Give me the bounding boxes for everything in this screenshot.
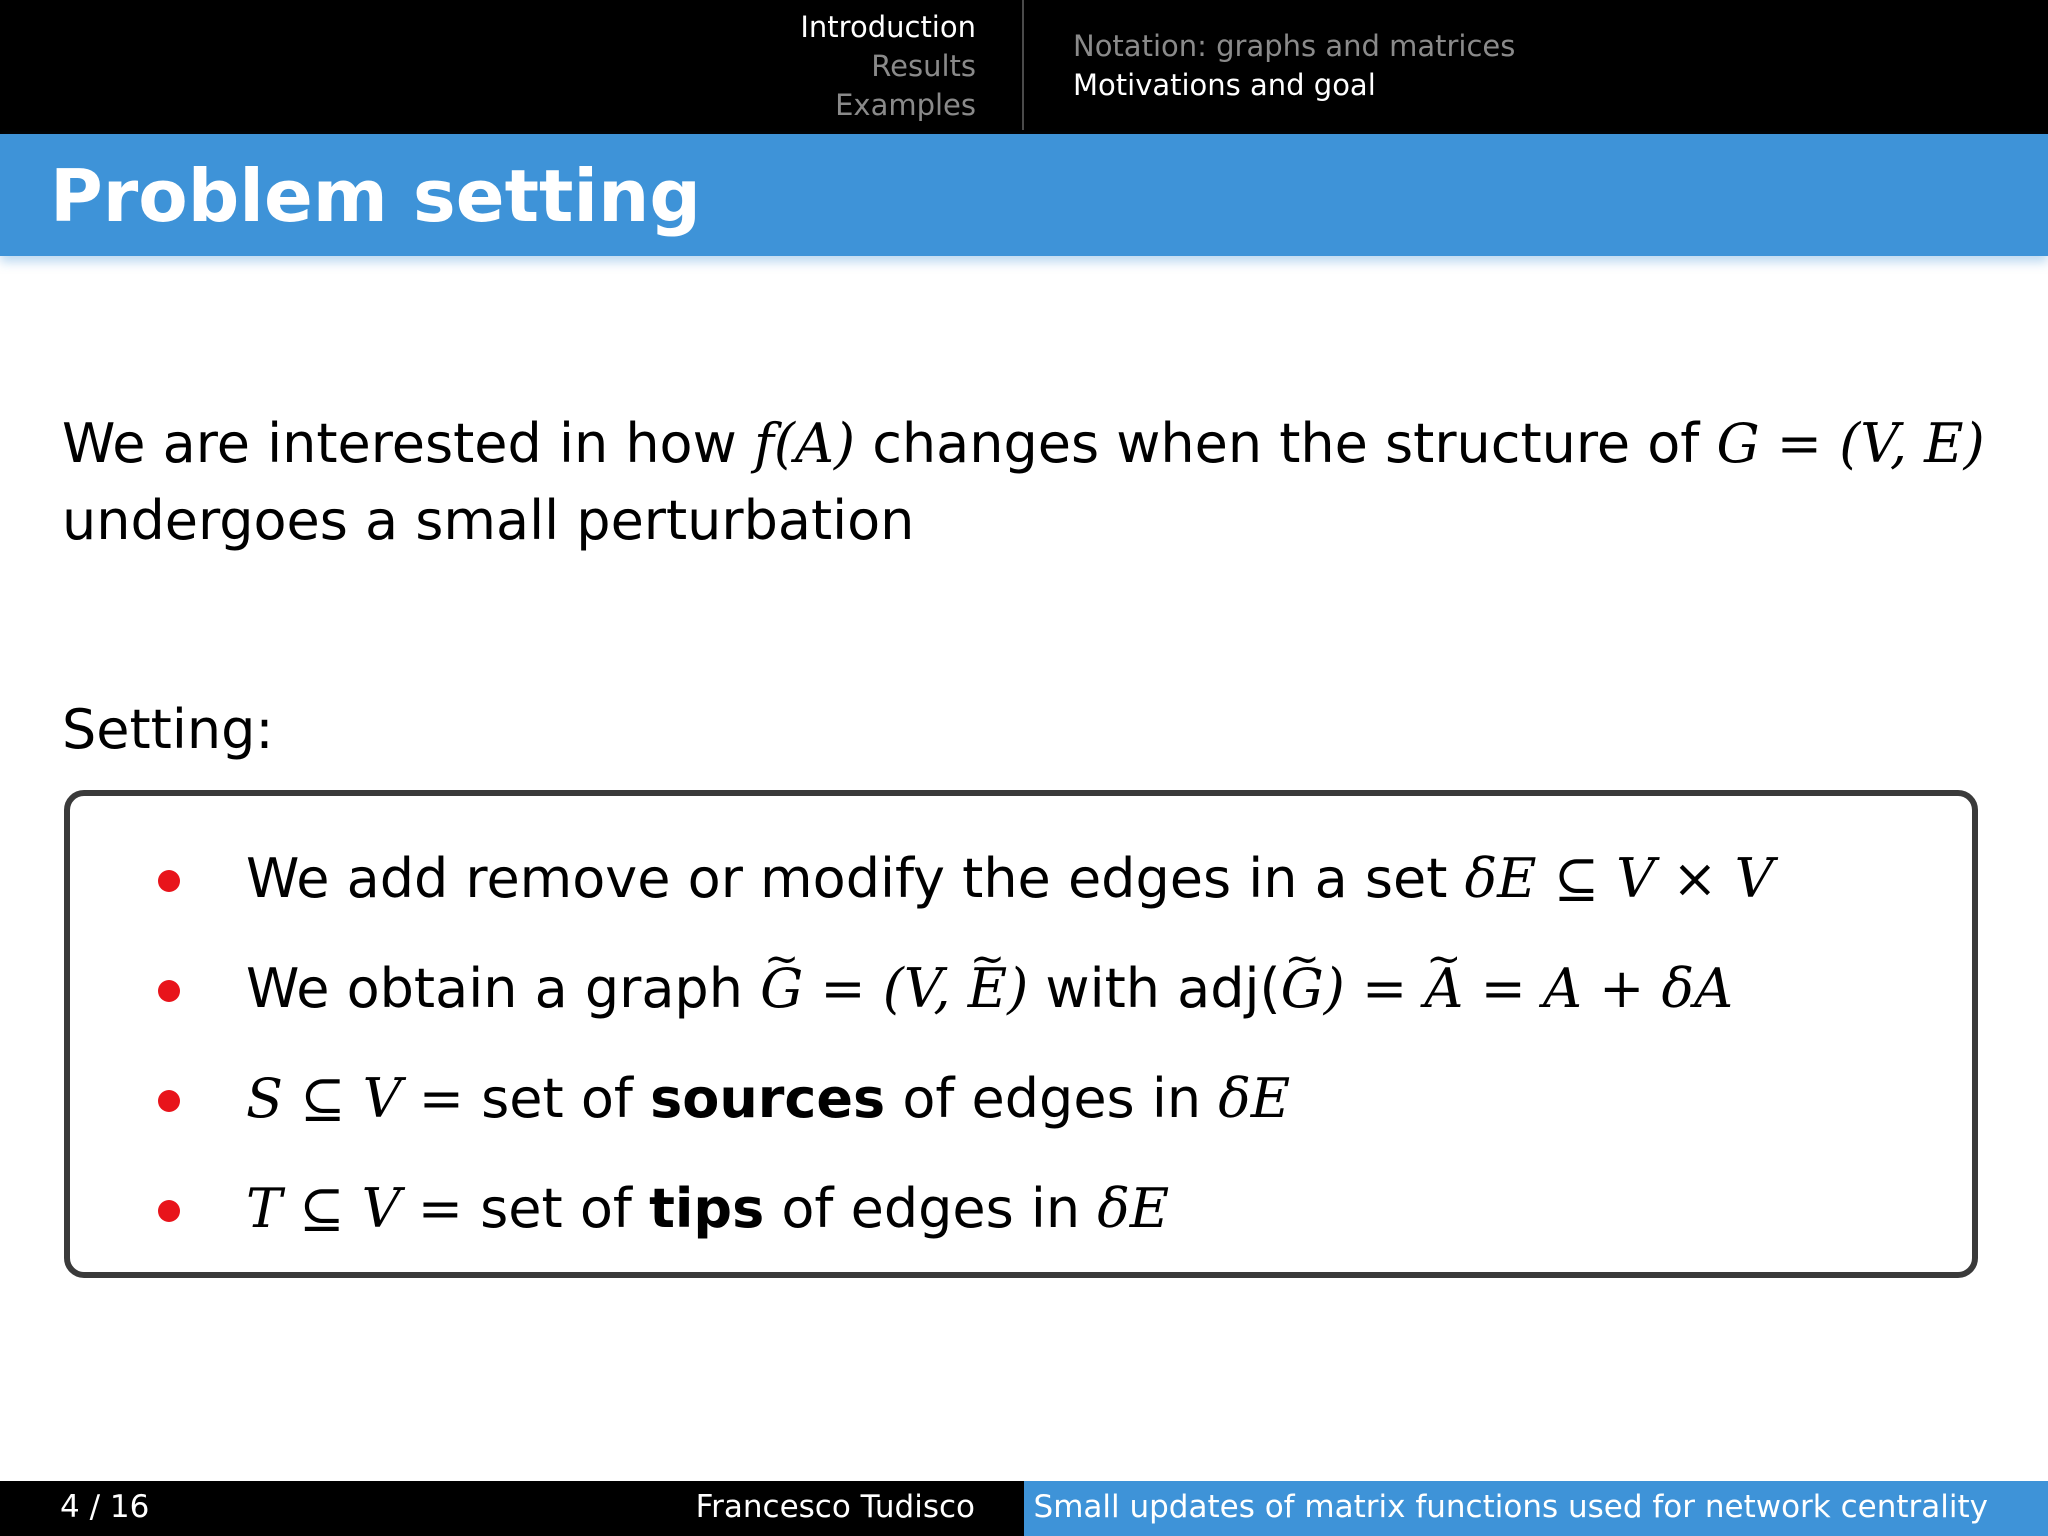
bullet-text [246, 836, 1774, 922]
bullet-dot-icon [158, 1200, 180, 1222]
nav-divider [1022, 0, 1024, 130]
setting-box [64, 790, 1978, 1278]
slide-title: Problem setting [50, 154, 701, 238]
bullet-bold-term: sources [650, 1067, 886, 1130]
list-item [70, 1166, 1972, 1276]
nav-subsection-notation[interactable]: Notation: graphs and matrices [1073, 29, 1516, 63]
bullet-list [70, 836, 1972, 1276]
bullet-math: ~ G [760, 946, 803, 1032]
intro-text-line2: undergoes a small perturbation [62, 489, 915, 552]
bullet-math: T ⊆ V = [246, 1177, 481, 1240]
intro-math-graph: G = (V, E) [1716, 412, 1985, 475]
presentation-title: Small updates of matrix functions used for network centrality [1033, 1489, 1988, 1525]
bullet-text [246, 946, 1733, 1032]
bullet-bold-term: tips [649, 1177, 765, 1240]
subsection-list [1073, 27, 1515, 105]
top-navigation-bar [0, 0, 2048, 134]
bullet-math: = (V, [803, 957, 968, 1020]
title-bar [0, 134, 2048, 256]
author-name: Francesco Tudisco [695, 1489, 975, 1525]
setting-label: Setting: [62, 698, 274, 761]
intro-text: We are interested in how [62, 412, 754, 475]
bullet-words: of edges in [885, 1067, 1219, 1130]
bullet-dot-icon [158, 870, 180, 892]
bullet-math: ) [1007, 957, 1029, 1020]
bullet-words: of edges in [764, 1177, 1098, 1240]
nav-section-results[interactable]: Results [871, 49, 976, 83]
bullet-text [246, 1166, 1169, 1252]
bullet-words: set of [481, 1067, 651, 1130]
list-item [70, 836, 1972, 946]
bullet-dot-icon [158, 1090, 180, 1112]
bullet-text [246, 1056, 1290, 1142]
list-item [70, 946, 1972, 1056]
bullet-dot-icon [158, 980, 180, 1002]
bullet-math: δE [1097, 1177, 1170, 1240]
footer-right-panel [1024, 1481, 2048, 1536]
bullet-words: with adj( [1028, 957, 1281, 1020]
bullet-math: δE [1218, 1067, 1291, 1130]
bullet-math: ~ A [1424, 946, 1463, 1032]
intro-text: changes when the structure of [855, 412, 1717, 475]
bullet-math: ~ E [968, 946, 1007, 1032]
bullet-math: δE ⊆ V × V [1464, 847, 1774, 910]
bullet-words: We obtain a graph [246, 957, 761, 1020]
section-list [800, 8, 976, 125]
bullet-words: set of [480, 1177, 650, 1240]
nav-subsection-motivations[interactable]: Motivations and goal [1073, 68, 1376, 102]
bullet-words: We add remove or modify the edges in a set [246, 847, 1465, 910]
bullet-math: ) = [1323, 957, 1425, 1020]
nav-section-examples[interactable]: Examples [835, 88, 976, 122]
page-number: 4 / 16 [60, 1489, 150, 1525]
list-item [70, 1056, 1972, 1166]
footer-left-panel [0, 1481, 1024, 1536]
bullet-math: ~ G [1281, 946, 1324, 1032]
intro-math-fA: f(A) [753, 412, 856, 475]
bullet-math: S ⊆ V = [246, 1067, 482, 1130]
nav-section-introduction[interactable]: Introduction [800, 10, 976, 44]
footer-bar [0, 1481, 2048, 1536]
bullet-math: = A + δA [1463, 957, 1734, 1020]
intro-paragraph [62, 405, 1992, 559]
